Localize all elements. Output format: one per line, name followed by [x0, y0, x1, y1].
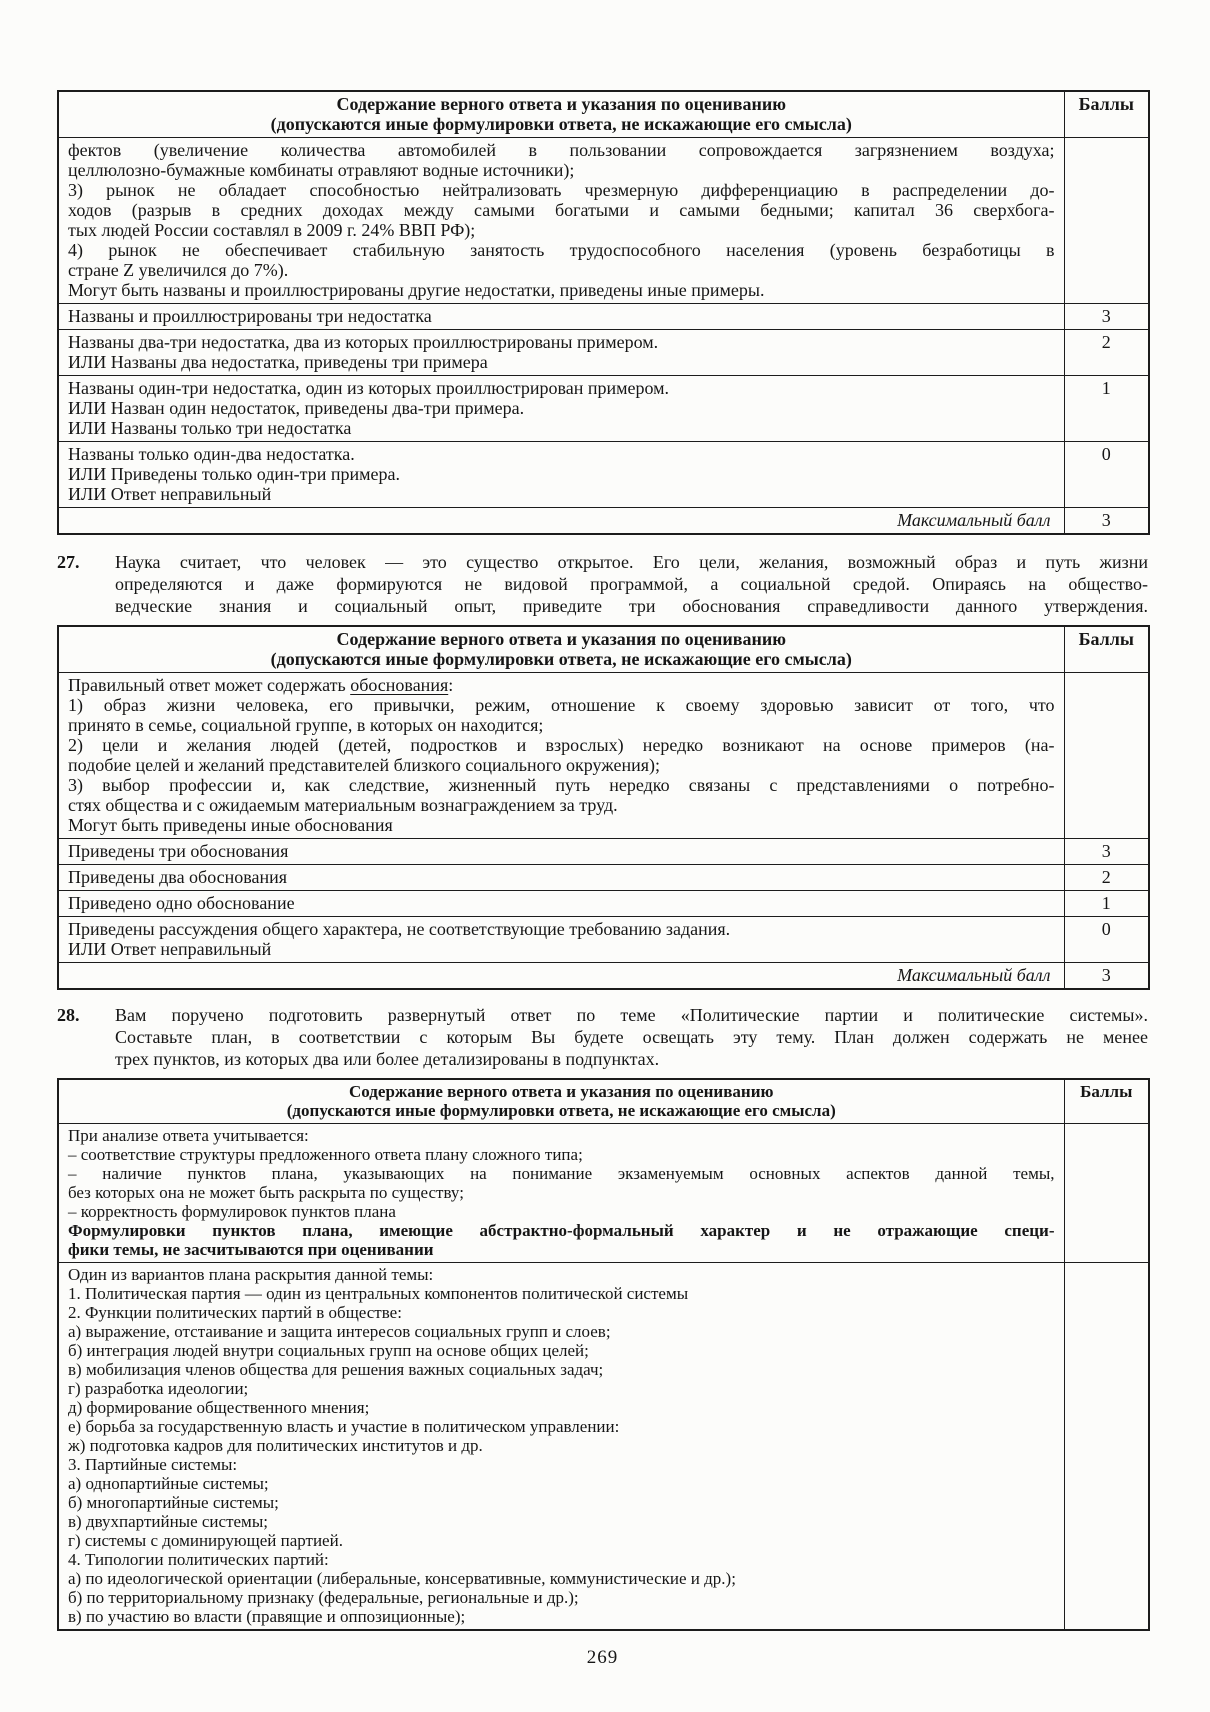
- text-line: [68, 919, 1055, 939]
- text-line: [68, 140, 1055, 160]
- text-line: [68, 815, 1055, 835]
- text-run: – соответствие структуры предложенного ответа плану сложного типа;: [68, 1145, 583, 1164]
- text-line: [68, 1145, 1055, 1164]
- table-row: [58, 330, 1149, 376]
- score-cell: [1064, 138, 1149, 304]
- text-line: [68, 332, 1055, 352]
- text-line: [68, 1569, 1055, 1588]
- table-row: [58, 508, 1149, 535]
- text-line: [115, 551, 1148, 573]
- text-run: г) разработка идеологии;: [68, 1379, 249, 1398]
- text-run: 1. Политическая партия — один из центральных компонентов политической системы: [68, 1284, 689, 1303]
- text-run: Приведено одно обоснование: [68, 893, 295, 913]
- score-cell: [1064, 376, 1149, 442]
- text-run: Наука считает, что человек — это существо открытое. Его цели, желания, возможный образ и путь жизни: [115, 552, 1148, 572]
- text-line: [68, 240, 1055, 260]
- underlined-text: обоснования: [350, 675, 449, 695]
- table-row: [58, 865, 1149, 891]
- text-line: [68, 675, 1055, 695]
- text-run: а) однопартийные системы;: [68, 1474, 269, 1493]
- text-line: [115, 1026, 1148, 1048]
- text-line: [68, 1455, 1055, 1474]
- text-run: ведческие знания и социальный опыт, приведите три обоснования справедливости данного утверждения.: [115, 596, 1148, 616]
- criteria-text-cell: [58, 1124, 1064, 1263]
- table-row: [58, 376, 1149, 442]
- text-run: б) многопартийные системы;: [68, 1493, 279, 1512]
- text-line: [68, 260, 1055, 280]
- table-row: [58, 891, 1149, 917]
- score-value: 2: [1101, 867, 1111, 887]
- text-run: подобие целей и желаний представителей близкого социального окружения);: [68, 755, 661, 775]
- score-cell: [1064, 865, 1149, 891]
- criteria-text-cell: [58, 138, 1064, 304]
- question-number: 28.: [57, 1005, 80, 1025]
- text-line: [68, 1398, 1055, 1417]
- table-row: [58, 917, 1149, 963]
- text-run: Названы два-три недостатка, два из которых проиллюстрированы примером.: [68, 332, 659, 352]
- text-line: [68, 867, 1055, 887]
- text-run: трех пунктов, из которых два или более детализированы в подпунктах.: [115, 1049, 660, 1069]
- text-run: Приведены три обоснования: [68, 841, 289, 861]
- text-run: 4) рынок не обеспечивает стабильную занятость трудоспособного населения (уровень безработицы в: [68, 240, 1055, 260]
- criteria-text-cell: [58, 865, 1064, 891]
- table-header-cell: [58, 1079, 1064, 1124]
- text-line: [68, 1474, 1055, 1493]
- table-row: [58, 1263, 1149, 1631]
- table-row: [58, 442, 1149, 508]
- criteria-text-cell: [58, 917, 1064, 963]
- text-run: определяются и даже формируются не видовой программой, а социальной средой. Опираясь на общество-: [115, 574, 1148, 594]
- text-line: [115, 1004, 1148, 1026]
- text-run: Один из вариантов плана раскрытия данной темы:: [68, 1265, 434, 1284]
- text-run: б) интеграция людей внутри социальных групп на основе общих целей;: [68, 1341, 589, 1360]
- score-value: 0: [1101, 919, 1111, 939]
- table-row: [58, 1124, 1149, 1263]
- header-subtitle: (допускаются иные формулировки ответа, не искажающие его смысла): [270, 114, 852, 134]
- text-line: [68, 735, 1055, 755]
- text-run: г) системы с доминирующей партией.: [68, 1531, 343, 1550]
- criteria-text-cell: [58, 376, 1064, 442]
- text-line: [68, 378, 1055, 398]
- max-label-cell: [58, 963, 1064, 990]
- text-run: Названы и проиллюстрированы три недостатка: [68, 306, 432, 326]
- text-line: [68, 1607, 1055, 1626]
- text-line: [68, 1240, 1055, 1259]
- score-cell: [1064, 673, 1149, 839]
- max-score-label: Максимальный балл: [897, 965, 1051, 985]
- header-title: Содержание верного ответа и указания по оцениванию: [349, 1082, 774, 1101]
- text-line: [68, 755, 1055, 775]
- text-line: [68, 306, 1055, 326]
- score-value: 3: [1101, 965, 1111, 985]
- text-line: [68, 1126, 1055, 1145]
- score-cell: [1064, 917, 1149, 963]
- text-run: целлюлозно-бумажные комбинаты отравляют водные источники);: [68, 160, 575, 180]
- table-row: [58, 304, 1149, 330]
- text-run: 4. Типологии политических партий:: [68, 1550, 329, 1569]
- text-line: [68, 841, 1055, 861]
- text-run: – корректность формулировок пунктов плана: [68, 1202, 396, 1221]
- score-header-cell: [1064, 91, 1149, 138]
- text-run: в) мобилизация членов общества для решения важных социальных задач;: [68, 1360, 604, 1379]
- text-run: а) по идеологической ориентации (либеральные, консервативные, коммунистические и др.);: [68, 1569, 736, 1588]
- text-line: [68, 1164, 1055, 1183]
- text-line: [68, 398, 1055, 418]
- table-header-cell: [58, 91, 1064, 138]
- text-run: Приведены рассуждения общего характера, не соответствующие требованию задания.: [68, 919, 731, 939]
- text-run: д) формирование общественного мнения;: [68, 1398, 370, 1417]
- score-cell: [1064, 839, 1149, 865]
- text-run: ИЛИ Приведены только один-три примера.: [68, 464, 401, 484]
- text-run: [68, 675, 453, 695]
- text-run: ж) подготовка кадров для политических институтов и др.: [68, 1436, 483, 1455]
- text-run: в) по участию во власти (правящие и оппозиционные);: [68, 1607, 466, 1626]
- text-line: [68, 1417, 1055, 1436]
- text-run: е) борьба за государственную власть и участие в политическом управлении:: [68, 1417, 620, 1436]
- text-run: ИЛИ Названы два недостатка, приведены три примера: [68, 352, 488, 372]
- question-number: 27.: [57, 552, 80, 572]
- text-run: ИЛИ Названы только три недостатка: [68, 418, 352, 438]
- header-title: Содержание верного ответа и указания по оцениванию: [336, 94, 786, 114]
- text-line: [68, 418, 1055, 438]
- score-cell: [1064, 442, 1149, 508]
- text-run: Вам поручено подготовить развернутый ответ по теме «Политические партии и политические системы».: [115, 1005, 1148, 1025]
- text-run: Приведены два обоснования: [68, 867, 288, 887]
- text-run: а) выражение, отстаивание и защита интересов социальных групп и слоев;: [68, 1322, 611, 1341]
- text-run: 3) выбор профессии и, как следствие, жизненный путь нередко связаны с представлениями о потребно-: [68, 775, 1055, 795]
- text-run: 3. Партийные системы:: [68, 1455, 238, 1474]
- text-line: [68, 220, 1055, 240]
- text-run: в) двухпартийные системы;: [68, 1512, 268, 1531]
- text-run: 1) образ жизни человека, его привычки, режим, отношение к своему здоровью зависит от того, что: [68, 695, 1055, 715]
- score-header-cell: [1064, 626, 1149, 673]
- score-value: 3: [1101, 510, 1111, 530]
- text-line: [68, 1322, 1055, 1341]
- text-run: Могут быть приведены иные обоснования: [68, 815, 393, 835]
- text-line: [68, 1512, 1055, 1531]
- text-line: [68, 1183, 1055, 1202]
- text-line: [68, 180, 1055, 200]
- text-run: ИЛИ Назван один недостаток, приведены два-три примера.: [68, 398, 525, 418]
- content-column: [57, 90, 1148, 1669]
- text-line: [68, 1531, 1055, 1550]
- criteria-text-cell: [58, 839, 1064, 865]
- text-run: ИЛИ Ответ неправильный: [68, 939, 272, 959]
- question-28: [57, 1004, 1148, 1070]
- text-run: ходов (разрыв в средних доходах между самыми богатыми и самыми бедными; капитал 36 сверхбога-: [68, 200, 1055, 220]
- text-line: [68, 444, 1055, 464]
- text-line: [68, 1379, 1055, 1398]
- table-header-cell: [58, 626, 1064, 673]
- score-header-label: Баллы: [1080, 1082, 1133, 1101]
- text-line: [68, 939, 1055, 959]
- score-value: 1: [1101, 893, 1111, 913]
- text-line: [68, 1284, 1055, 1303]
- text-run: При анализе ответа учитывается:: [68, 1126, 309, 1145]
- text-run: :: [448, 675, 454, 695]
- score-value: 3: [1101, 841, 1111, 861]
- text-run: Формулировки пунктов плана, имеющие абстрактно-формальный характер и не отражающие специ-: [68, 1221, 1055, 1240]
- text-line: [68, 695, 1055, 715]
- text-line: [68, 352, 1055, 372]
- text-run: Составьте план, в соответствии с которым Вы будете освещать эту тему. План должен содержать не менее: [115, 1027, 1148, 1047]
- page-number: 269: [586, 1647, 619, 1668]
- table-header-row: [58, 1079, 1149, 1124]
- text-run: фики темы, не засчитываются при оценивании: [68, 1240, 434, 1259]
- question-27: [57, 551, 1148, 617]
- text-run: Могут быть названы и проиллюстрированы другие недостатки, приведены иные примеры.: [68, 280, 765, 300]
- text-line: [68, 160, 1055, 180]
- question-text: [115, 551, 1148, 617]
- text-line: [115, 595, 1148, 617]
- score-header-label: Баллы: [1078, 94, 1134, 114]
- text-line: [68, 280, 1055, 300]
- criteria-text-cell: [58, 304, 1064, 330]
- text-run: стях общества и с ожидаемым материальным вознаграждением за труд.: [68, 795, 618, 815]
- text-run: без которых она не может быть раскрыта по существу;: [68, 1183, 464, 1202]
- text-line: [68, 1588, 1055, 1607]
- text-line: [68, 1360, 1055, 1379]
- table-row: [58, 138, 1149, 304]
- text-line: [68, 1436, 1055, 1455]
- text-run: фектов (увеличение количества автомобилей в пользовании сопровождается загрязнением воздуха;: [68, 140, 1055, 160]
- score-header-cell: [1064, 1079, 1149, 1124]
- score-cell: [1064, 304, 1149, 330]
- criteria-text-cell: [58, 1263, 1064, 1631]
- criteria-text-cell: [58, 330, 1064, 376]
- table-row: [58, 963, 1149, 990]
- score-value: 3: [1101, 306, 1111, 326]
- max-score-label: Максимальный балл: [897, 510, 1051, 530]
- text-line: [68, 1221, 1055, 1240]
- text-line: [68, 200, 1055, 220]
- text-line: [115, 1048, 1148, 1070]
- criteria-text-cell: [58, 891, 1064, 917]
- text-run: стране Z увеличился до 7%).: [68, 260, 289, 280]
- text-run: Названы один-три недостатка, один из которых проиллюстрирован примером.: [68, 378, 670, 398]
- header-subtitle: (допускаются иные формулировки ответа, не искажающие его смысла): [286, 1101, 836, 1120]
- criteria-text-cell: [58, 442, 1064, 508]
- text-run: тых людей России составлял в 2009 г. 24% ВВП РФ);: [68, 220, 476, 240]
- score-value: 1: [1101, 378, 1111, 398]
- header-subtitle: (допускаются иные формулировки ответа, не искажающие его смысла): [270, 649, 852, 669]
- criteria-text-cell: [58, 673, 1064, 839]
- score-header-label: Баллы: [1078, 629, 1134, 649]
- text-line: [68, 1341, 1055, 1360]
- score-cell: [1064, 1124, 1149, 1263]
- text-line: [68, 795, 1055, 815]
- score-cell: [1064, 963, 1149, 990]
- question-text: [115, 1004, 1148, 1070]
- text-run: 2. Функции политических партий в обществе:: [68, 1303, 402, 1322]
- table-row: [58, 673, 1149, 839]
- text-run: принято в семье, социальной группе, в которых он находится;: [68, 715, 544, 735]
- score-cell: [1064, 330, 1149, 376]
- text-line: [68, 1493, 1055, 1512]
- scoring-table-1: [57, 90, 1150, 535]
- table-header-row: [58, 626, 1149, 673]
- text-run: Названы только один-два недостатка.: [68, 444, 355, 464]
- score-value: 2: [1101, 332, 1111, 352]
- text-line: [115, 573, 1148, 595]
- text-line: [68, 484, 1055, 504]
- score-cell: [1064, 508, 1149, 535]
- text-run: 2) цели и желания людей (детей, подростков и взрослых) нередко возникают на основе примеров (на-: [68, 735, 1055, 755]
- text-run: – наличие пунктов плана, указывающих на понимание экзаменуемым основных аспектов данной темы,: [68, 1164, 1055, 1183]
- table-row: [58, 839, 1149, 865]
- scoring-table-3: [57, 1078, 1150, 1631]
- text-line: [68, 1265, 1055, 1284]
- scoring-table-2: [57, 625, 1150, 990]
- header-title: Содержание верного ответа и указания по оцениванию: [336, 629, 786, 649]
- text-run: ИЛИ Ответ неправильный: [68, 484, 272, 504]
- text-line: [68, 715, 1055, 735]
- text-line: [68, 464, 1055, 484]
- text-run: б) по территориальному признаку (федеральные, региональные и др.);: [68, 1588, 579, 1607]
- table-header-row: [58, 91, 1149, 138]
- score-cell: [1064, 891, 1149, 917]
- text-run: 3) рынок не обладает способностью нейтрализовать чрезмерную дифференциацию в распределении до-: [68, 180, 1055, 200]
- text-line: [68, 1550, 1055, 1569]
- text-line: [68, 893, 1055, 913]
- text-run: Правильный ответ может содержать: [68, 675, 351, 695]
- score-value: 0: [1101, 444, 1111, 464]
- text-line: [68, 1303, 1055, 1322]
- max-label-cell: [58, 508, 1064, 535]
- text-line: [68, 1202, 1055, 1221]
- text-line: [68, 775, 1055, 795]
- score-cell: [1064, 1263, 1149, 1631]
